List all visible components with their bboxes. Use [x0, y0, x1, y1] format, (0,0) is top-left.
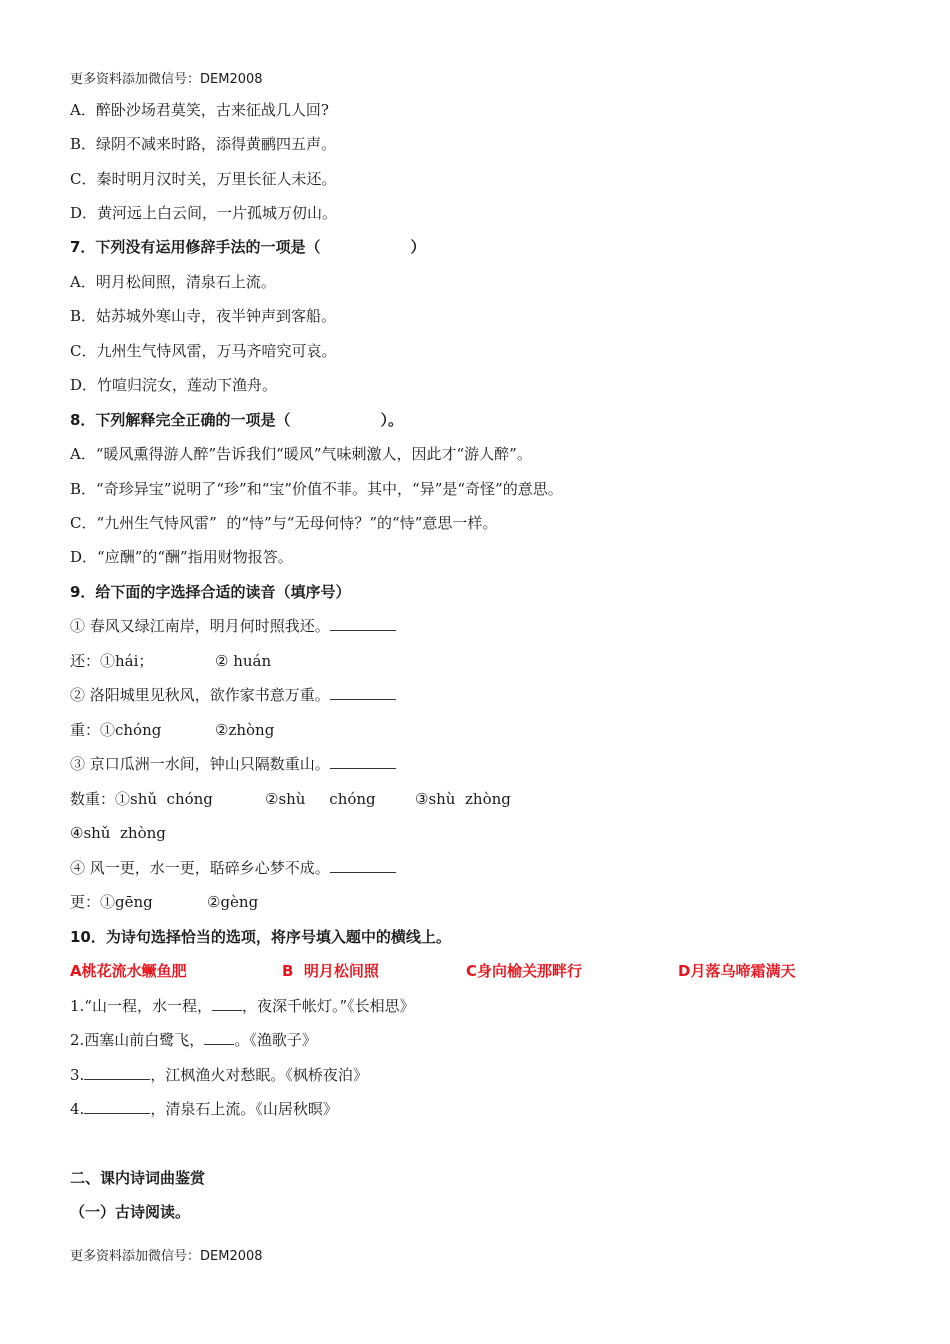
q9-item-4	[70, 858, 396, 878]
option-b-q7: B．姑苏城外寒山寺，夜半钟声到客船。	[70, 307, 337, 325]
q9-item-1	[70, 616, 396, 636]
q10-item-3-post: ，江枫渔火对愁眠。《枫桥夜泊》	[150, 1066, 368, 1084]
q9-item-3-option-4: ④shǔ zhòng	[70, 824, 166, 842]
option-d-q6: D．黄河远上白云间，一片孤城万仞山。	[70, 204, 338, 222]
q10-item-2-pre: 2.西塞山前白鹭飞，	[70, 1031, 205, 1049]
option-a-q8: A．“暖风熏得游人醉”告诉我们“暖风”气味刺激人，因此才“游人醉”。	[70, 445, 532, 463]
q10-choice-a: A桃花流水鳜鱼肥	[70, 962, 187, 980]
q9-item-2-text: ② 洛阳城里见秋风，欲作家书意万重。	[70, 686, 330, 704]
q10-item-3-pre: 3.	[70, 1066, 85, 1084]
section-2-subtitle: （一）古诗阅读。	[70, 1203, 191, 1221]
q10-item-2	[70, 1030, 317, 1050]
q9-item-3	[70, 754, 396, 774]
answer-blank[interactable]	[204, 1030, 234, 1045]
option-d-q8: D．“应酬”的“酬”指用财物报答。	[70, 548, 293, 566]
q9-item-4-text: ④ 风一更，水一更，聒碎乡心梦不成。	[70, 859, 330, 877]
question-7	[70, 237, 425, 257]
section-2-title: 二、课内诗词曲鉴赏	[70, 1169, 206, 1187]
q10-item-2-post: 。《渔歌子》	[234, 1031, 317, 1049]
q9-item-3-option-1: 数重：①shǔ chóng	[70, 790, 213, 808]
option-b-q8: B．“奇珍异宝”说明了“珍”和“宝”价值不菲。其中，“异”是“奇怪”的意思。	[70, 480, 563, 498]
answer-blank[interactable]	[330, 858, 396, 873]
answer-blank[interactable]	[84, 1065, 150, 1080]
answer-blank[interactable]	[330, 685, 396, 700]
q9-item-2-option-1: 重：①chóng	[70, 721, 162, 739]
option-c-q6: C．秦时明月汉时关，万里长征人未还。	[70, 170, 337, 188]
q10-item-3	[70, 1065, 368, 1085]
q9-item-2	[70, 685, 396, 705]
q10-item-1-post: ，夜深千帐灯。”《长相思》	[241, 997, 415, 1015]
option-a-q7: A．明月松间照，清泉石上流。	[70, 273, 276, 291]
question-7-text: 7．下列没有运用修辞手法的一项是（	[70, 238, 321, 256]
option-a-q6: A．醉卧沙场君莫笑，古来征战几人回?	[70, 101, 329, 119]
q9-item-1-option-1: 还：①hái；	[70, 652, 154, 670]
page-footer: 更多资料添加微信号：DEM2008	[70, 1249, 263, 1264]
option-c-q7: C．九州生气恃风雷，万马齐喑究可哀。	[70, 342, 337, 360]
q10-item-4	[70, 1099, 338, 1119]
question-9: 9．给下面的字选择合适的读音（填序号）	[70, 583, 351, 601]
question-8-close: ）。	[380, 411, 403, 429]
option-d-q7: D．竹喧归浣女，莲动下渔舟。	[70, 376, 278, 394]
q10-item-4-post: ，清泉石上流。《山居秋暝》	[150, 1100, 338, 1118]
option-b-q6: B．绿阴不减来时路，添得黄鹂四五声。	[70, 135, 337, 153]
question-8-text: 8．下列解释完全正确的一项是（	[70, 411, 291, 429]
question-8	[70, 410, 403, 430]
q9-item-4-option-1: 更：①gēng	[70, 893, 153, 911]
q10-item-1-pre: 1.“山一程，水一程，	[70, 997, 212, 1015]
answer-blank[interactable]	[330, 754, 396, 769]
question-7-close: ）	[410, 238, 426, 256]
answer-blank[interactable]	[212, 996, 242, 1011]
q10-item-4-pre: 4.	[70, 1100, 85, 1118]
q9-item-1-text: ① 春风又绿江南岸，明月何时照我还。	[70, 617, 330, 635]
q10-choice-b: B 明月松间照	[282, 962, 379, 980]
q9-item-3-text: ③ 京口瓜洲一水间，钟山只隔数重山。	[70, 755, 330, 773]
q9-item-3-option-2: ②shù chóng	[265, 790, 376, 808]
answer-blank[interactable]	[330, 616, 396, 631]
q9-item-2-option-2: ②zhòng	[215, 721, 275, 739]
q10-choice-c: C身向榆关那畔行	[466, 962, 583, 980]
q9-item-3-option-3: ③shù zhòng	[415, 790, 511, 808]
answer-blank[interactable]	[84, 1099, 150, 1114]
q10-choice-d: D月落乌啼霜满天	[678, 962, 796, 980]
q10-item-1	[70, 996, 415, 1016]
question-10: 10．为诗句选择恰当的选项，将序号填入题中的横线上。	[70, 928, 451, 946]
q9-item-1-option-2: ② huán	[215, 652, 272, 670]
q9-item-4-option-2: ②gèng	[207, 893, 259, 911]
option-c-q8: C．“九州生气恃风雷” 的“恃”与“无母何恃？”的“恃”意思一样。	[70, 514, 498, 532]
page-header: 更多资料添加微信号：DEM2008	[70, 72, 263, 87]
